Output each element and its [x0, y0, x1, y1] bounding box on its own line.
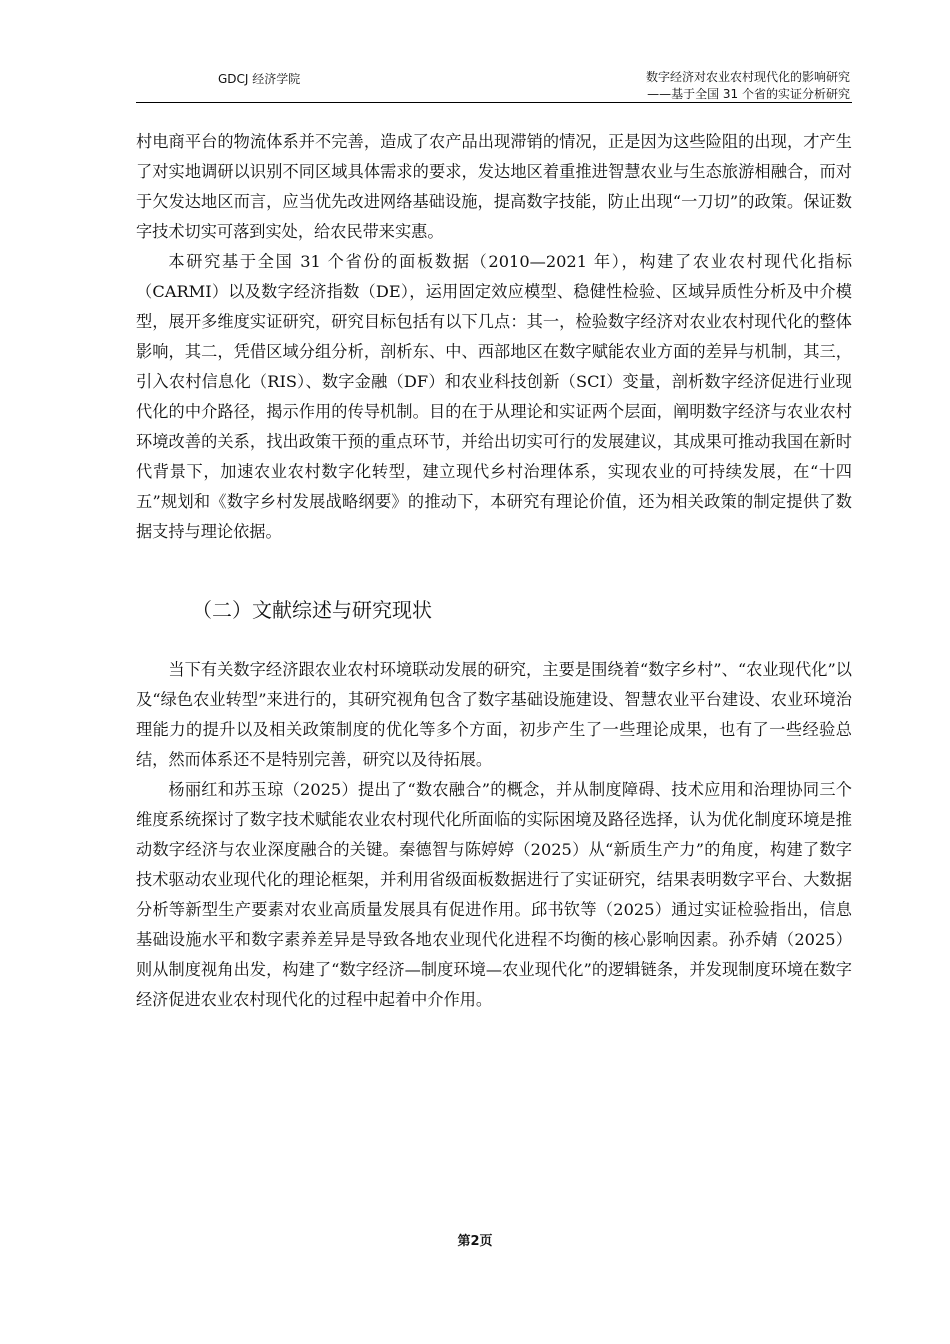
page-body — [136, 127, 852, 1015]
header-school-name: GDCJ 经济学院 — [218, 72, 301, 86]
body-paragraph-3: 当下有关数字经济跟农业农村环境联动发展的研究，主要是围绕着“数字乡村”、“农业现代化”以及“绿色农业转型”来进行的，其研究视角包含了数字基础设施建设、智慧农业平台建设、农业环境治理能力的提升以及相关政策制度的优化等多个方面，初步产生了一些理论成果，也有了一些经验总结，然而体系还不是特别完善，研究以及待拓展。 — [136, 660, 852, 769]
section-heading: （二）文献综述与研究现状 — [192, 598, 432, 622]
page-number: 第2页 — [457, 1234, 493, 1249]
header-title-line2: ——基于全国 31 个省的实证分析研究 — [647, 87, 850, 101]
header-divider — [136, 102, 852, 103]
header-paper-title — [646, 69, 850, 103]
header-title-line1: 数字经济对农业农村现代化的影响研究 — [645, 70, 850, 84]
body-paragraph-4: 杨丽红和苏玉琼（2025）提出了“数农融合”的概念，并从制度障碍、技术应用和治理协同三个维度系统探讨了数字技术赋能农业农村现代化所面临的实际困境及路径选择，认为优化制度环境是推动数字经济与农业深度融合的关键。秦德智与陈婷婷（2025）从“新质生产力”的角度，构建了数字技术驱动农业现代化的理论框架，并利用省级面板数据进行了实证研究，结果表明数字平台、大数据分析等新型生产要素对农业高质量发展具有促进作用。邱书钦等（2025）通过实证检验指出，信息基础设施水平和数字素养差异是导致各地农业现代化进程不均衡的核心影响因素。孙乔婧（2025）则从制度视角出发，构建了“数字经济—制度环境—农业现代化”的逻辑链条，并发现制度环境在数字经济促进农业农村现代化的过程中起着中介作用。 — [136, 780, 852, 1009]
body-paragraph-1: 村电商平台的物流体系并不完善，造成了农产品出现滞销的情况，正是因为这些险阻的出现，才产生了对实地调研以识别不同区域具体需求的要求，发达地区着重推进智慧农业与生态旅游相融合，而对于欠发达地区而言，应当优先改进网络基础设施，提高数字技能，防止出现“一刀切”的政策。保证数字技术切实可落到实处，给农民带来实惠。 — [136, 132, 852, 241]
body-paragraph-2: 本研究基于全国 31 个省份的面板数据（2010—2021 年），构建了农业农村现代化指标（CARMI）以及数字经济指数（DE），运用固定效应模型、稳健性检验、区域异质性分析及中介模型，展开多维度实证研究，研究目标包括有以下几点：其一，检验数字经济对农业农村现代化的整体影响，其二，凭借区域分组分析，剖析东、中、西部地区在数字赋能农业方面的差异与机制，其三，引入农村信息化（RIS）、数字金融（DF）和农业科技创新（SCI）变量，剖析数字经济促进行业现代化的中介路径，揭示作用的传导机制。目的在于从理论和实证两个层面，阐明数字经济与农业农村环境改善的关系，找出政策干预的重点环节，并给出切实可行的发展建议，其成果可推动我国在新时代背景下，加速农业农村数字化转型，建立现代乡村治理体系，实现农业的可持续发展，在“十四五”规划和《数字乡村发展战略纲要》的推动下，本研究有理论价值，还为相关政策的制定提供了数据支持与理论依据。 — [136, 252, 852, 541]
